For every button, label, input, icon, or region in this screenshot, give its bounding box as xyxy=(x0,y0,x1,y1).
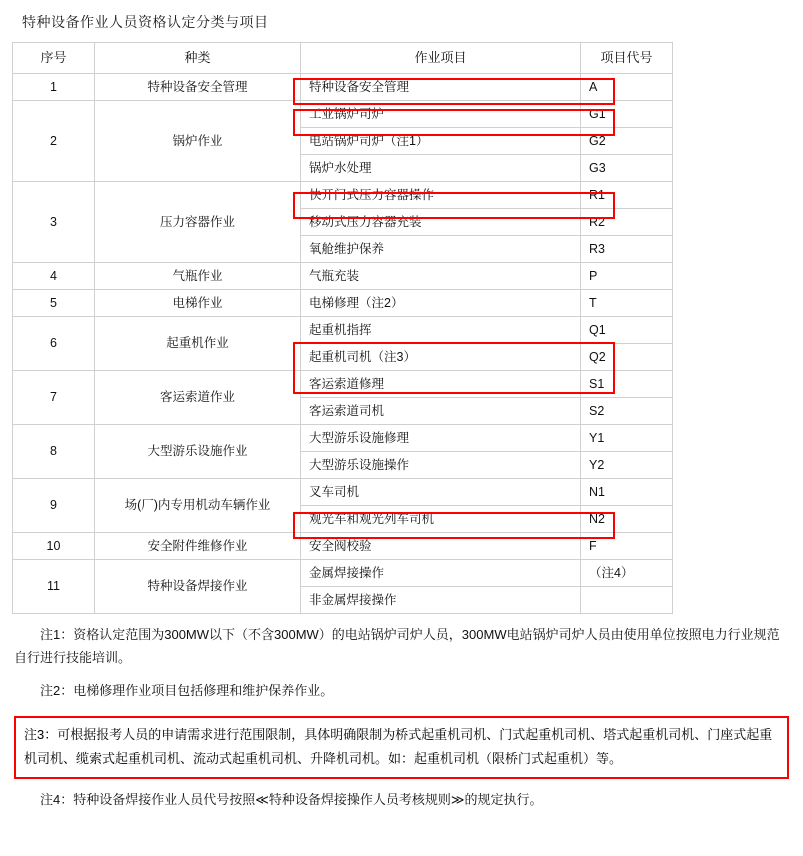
cell-code: Q2 xyxy=(581,344,673,371)
cell-code: S1 xyxy=(581,371,673,398)
cell-item: 客运索道修理 xyxy=(301,371,581,398)
page-title: 特种设备作业人员资格认定分类与项目 xyxy=(22,14,269,30)
cell-code: P xyxy=(581,263,673,290)
note-4: 注4：特种设备焊接作业人员代号按照≪特种设备焊接操作人员考核规则≫的规定执行。 xyxy=(40,792,543,808)
highlight-box-note3 xyxy=(14,716,789,779)
column-header-no: 序号 xyxy=(13,43,95,74)
table-row xyxy=(13,290,673,317)
cell-item: 锅炉水处理 xyxy=(301,155,581,182)
cell-item: 工业锅炉司炉 xyxy=(301,101,581,128)
cell-item: 非金属焊接操作 xyxy=(301,587,581,614)
cell-no: 4 xyxy=(13,263,95,290)
cell-code: F xyxy=(581,533,673,560)
cell-code: R1 xyxy=(581,182,673,209)
cell-code: Y2 xyxy=(581,452,673,479)
cell-item: 安全阀校验 xyxy=(301,533,581,560)
cell-kind: 电梯作业 xyxy=(95,290,301,317)
table-row xyxy=(13,101,673,128)
cell-item: 叉车司机 xyxy=(301,479,581,506)
cell-code: N2 xyxy=(581,506,673,533)
table-row xyxy=(13,560,673,587)
column-header-code: 项目代号 xyxy=(581,43,673,74)
cell-item: 大型游乐设施操作 xyxy=(301,452,581,479)
notes-section xyxy=(0,624,803,812)
cell-code: R3 xyxy=(581,236,673,263)
cell-item: 大型游乐设施修理 xyxy=(301,425,581,452)
cell-code: N1 xyxy=(581,479,673,506)
cell-no: 6 xyxy=(13,317,95,371)
qualification-table xyxy=(12,42,673,614)
cell-item: 客运索道司机 xyxy=(301,398,581,425)
cell-item: 移动式压力容器充装 xyxy=(301,209,581,236)
cell-code: A xyxy=(581,74,673,101)
cell-code: （注4） xyxy=(581,560,673,587)
column-header-kind: 种类 xyxy=(95,43,301,74)
cell-no: 3 xyxy=(13,182,95,263)
cell-no: 2 xyxy=(13,101,95,182)
note-3-highlight-wrap xyxy=(14,716,789,779)
cell-kind: 场(厂)内专用机动车辆作业 xyxy=(95,479,301,533)
cell-code: G1 xyxy=(581,101,673,128)
table-row xyxy=(13,533,673,560)
cell-kind: 锅炉作业 xyxy=(95,101,301,182)
cell-code xyxy=(581,587,673,614)
column-header-item: 作业项目 xyxy=(301,43,581,74)
cell-no: 7 xyxy=(13,371,95,425)
cell-item: 电梯修理（注2） xyxy=(301,290,581,317)
cell-item: 氧舱维护保养 xyxy=(301,236,581,263)
cell-code: T xyxy=(581,290,673,317)
cell-kind: 大型游乐设施作业 xyxy=(95,425,301,479)
cell-no: 11 xyxy=(13,560,95,614)
table-row xyxy=(13,74,673,101)
cell-kind: 气瓶作业 xyxy=(95,263,301,290)
cell-no: 8 xyxy=(13,425,95,479)
cell-item: 气瓶充装 xyxy=(301,263,581,290)
note-2: 注2：电梯修理作业项目包括修理和维护保养作业。 xyxy=(40,682,334,698)
cell-code: S2 xyxy=(581,398,673,425)
note-3: 注3：可根据报考人员的申请需求进行范围限制，具体明确限制为桥式起重机司机、门式起重机司机、塔式起重机司机、门座式起重机司机、缆索式起重机司机、流动式起重机司机、升降机司机。如：起重机司机（限桥门式起重机）等。 xyxy=(24,727,773,766)
cell-item: 特种设备安全管理 xyxy=(301,74,581,101)
note-1: 注1：资格认定范围为300MW以下（不含300MW）的电站锅炉司炉人员，300MW电站锅炉司炉人员由使用单位按照电力行业规范自行进行技能培训。 xyxy=(14,627,780,665)
cell-kind: 安全附件维修作业 xyxy=(95,533,301,560)
table-header-row xyxy=(13,43,673,74)
cell-kind: 特种设备安全管理 xyxy=(95,74,301,101)
cell-no: 1 xyxy=(13,74,95,101)
cell-item: 起重机指挥 xyxy=(301,317,581,344)
table-row xyxy=(13,263,673,290)
cell-kind: 起重机作业 xyxy=(95,317,301,371)
table-row xyxy=(13,479,673,506)
cell-kind: 客运索道作业 xyxy=(95,371,301,425)
cell-item: 电站锅炉司炉（注1） xyxy=(301,128,581,155)
cell-item: 快开门式压力容器操作 xyxy=(301,182,581,209)
cell-item: 金属焊接操作 xyxy=(301,560,581,587)
cell-no: 5 xyxy=(13,290,95,317)
table-row xyxy=(13,317,673,344)
cell-kind: 特种设备焊接作业 xyxy=(95,560,301,614)
cell-code: Y1 xyxy=(581,425,673,452)
cell-code: G2 xyxy=(581,128,673,155)
table-row xyxy=(13,425,673,452)
cell-kind: 压力容器作业 xyxy=(95,182,301,263)
cell-code: Q1 xyxy=(581,317,673,344)
cell-item: 观光车和观光列车司机 xyxy=(301,506,581,533)
cell-code: R2 xyxy=(581,209,673,236)
cell-no: 10 xyxy=(13,533,95,560)
cell-code: G3 xyxy=(581,155,673,182)
table-row xyxy=(13,371,673,398)
table-row xyxy=(13,182,673,209)
cell-no: 9 xyxy=(13,479,95,533)
cell-item: 起重机司机（注3） xyxy=(301,344,581,371)
